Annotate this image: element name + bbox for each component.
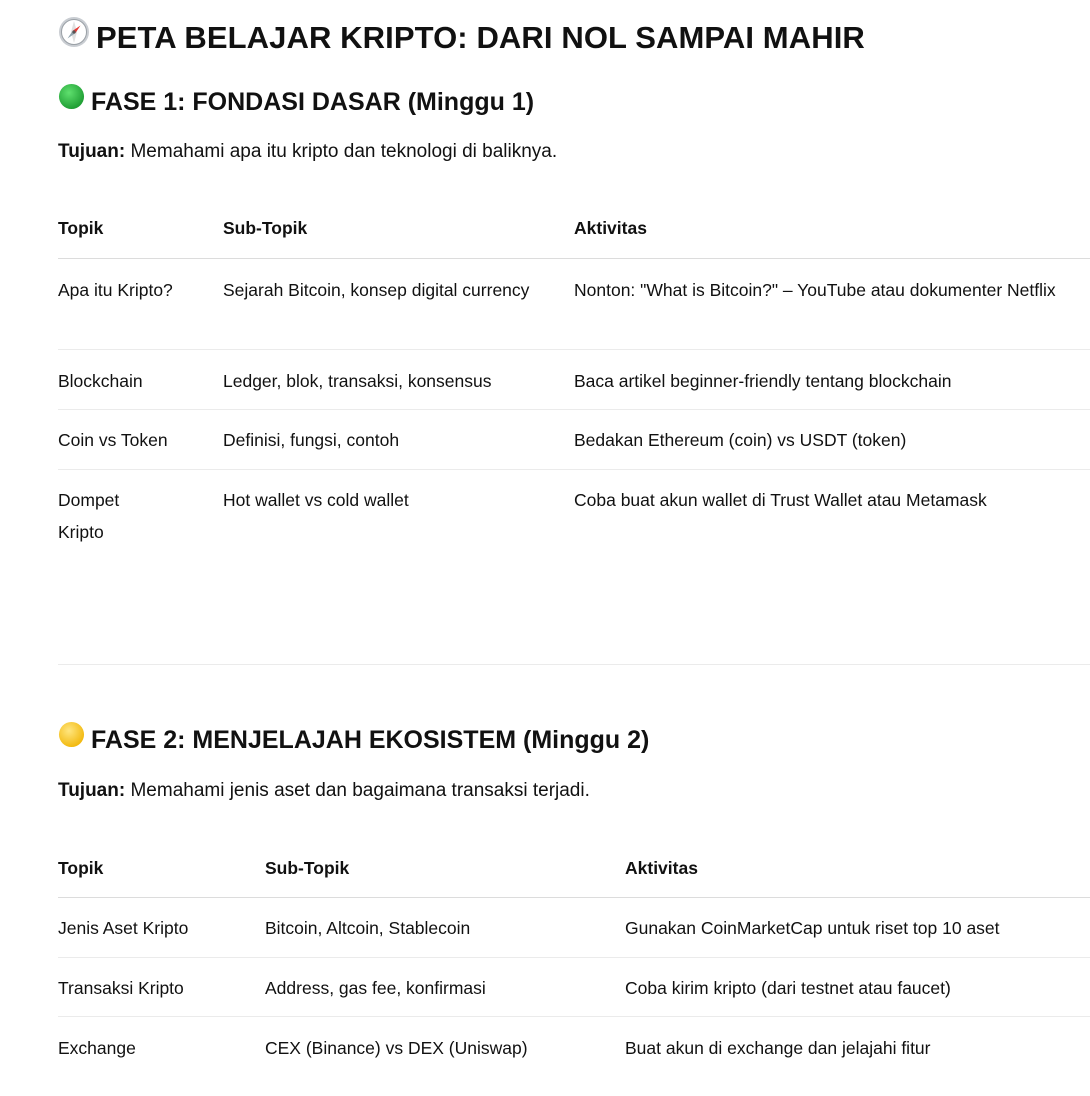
cell-activity: Coba buat akun wallet di Trust Wallet atau Metamask	[574, 490, 987, 510]
cell-subtopic: Ledger, blok, transaksi, konsensus	[223, 371, 492, 391]
row-divider	[58, 957, 1090, 958]
cell-activity: Nonton: "What is Bitcoin?" – YouTube atau dokumenter Netflix	[574, 280, 1056, 300]
column-header-activity: Aktivitas	[625, 858, 698, 878]
cell-topic: Dompet Kripto	[58, 490, 120, 542]
row-divider	[58, 349, 1090, 350]
cell-topic: Coin vs Token	[58, 430, 168, 450]
table-header-row	[58, 200, 1090, 260]
compass-icon	[58, 16, 90, 60]
cell-subtopic: CEX (Binance) vs DEX (Uniswap)	[265, 1038, 528, 1058]
phase-2-heading	[58, 722, 649, 760]
section-divider	[58, 664, 1090, 665]
column-header-activity: Aktivitas	[574, 218, 647, 238]
cell-subtopic: Hot wallet vs cold wallet	[223, 490, 409, 510]
cell-subtopic: Definisi, fungsi, contoh	[223, 430, 400, 450]
column-header-topic: Topik	[58, 858, 104, 878]
page-title-text: PETA BELAJAR KRIPTO: DARI NOL SAMPAI MAHIR	[96, 20, 865, 55]
phase-1-goal	[58, 138, 557, 166]
phase-1-heading	[58, 84, 534, 122]
page-title	[58, 16, 865, 62]
row-divider	[58, 1016, 1090, 1017]
phase-2-goal	[58, 777, 590, 805]
row-divider	[58, 409, 1090, 410]
cell-subtopic: Sejarah Bitcoin, konsep digital currency	[223, 280, 530, 300]
yellow-circle-icon	[58, 721, 85, 758]
cell-topic: Apa itu Kripto?	[58, 280, 173, 300]
cell-subtopic: Address, gas fee, konfirmasi	[265, 978, 486, 998]
cell-activity: Baca artikel beginner-friendly tentang blockchain	[574, 371, 952, 391]
cell-subtopic: Bitcoin, Altcoin, Stablecoin	[265, 918, 471, 938]
cell-activity: Gunakan CoinMarketCap untuk riset top 10 aset	[625, 918, 1000, 938]
cell-topic: Exchange	[58, 1038, 136, 1058]
cell-topic: Jenis Aset Kripto	[58, 918, 189, 938]
phase-2-header-rule	[58, 897, 1090, 898]
row-divider	[58, 469, 1090, 470]
cell-activity: Bedakan Ethereum (coin) vs USDT (token)	[574, 430, 907, 450]
cell-activity: Coba kirim kripto (dari testnet atau faucet)	[625, 978, 951, 998]
column-header-subtopic: Sub-Topik	[223, 218, 308, 238]
column-header-subtopic: Sub-Topik	[265, 858, 350, 878]
phase-1-table	[58, 200, 1090, 260]
cell-topic: Transaksi Kripto	[58, 978, 184, 998]
green-circle-icon	[58, 83, 85, 120]
phase-2-goal-text: Memahami jenis aset dan bagaimana transaksi terjadi.	[125, 780, 590, 801]
phase-2-heading-text: FASE 2: MENJELAJAH EKOSISTEM (Minggu 2)	[91, 726, 650, 754]
cell-topic: Blockchain	[58, 371, 143, 391]
phase-1-heading-text: FASE 1: FONDASI DASAR (Minggu 1)	[91, 88, 535, 116]
phase-2-goal-label: Tujuan:	[58, 780, 126, 801]
phase-1-header-rule	[58, 258, 1090, 259]
column-header-topic: Topik	[58, 218, 104, 238]
phase-1-goal-text: Memahami apa itu kripto dan teknologi di baliknya.	[125, 141, 558, 162]
phase-1-goal-label: Tujuan:	[58, 141, 126, 162]
cell-activity: Buat akun di exchange dan jelajahi fitur	[625, 1038, 931, 1058]
